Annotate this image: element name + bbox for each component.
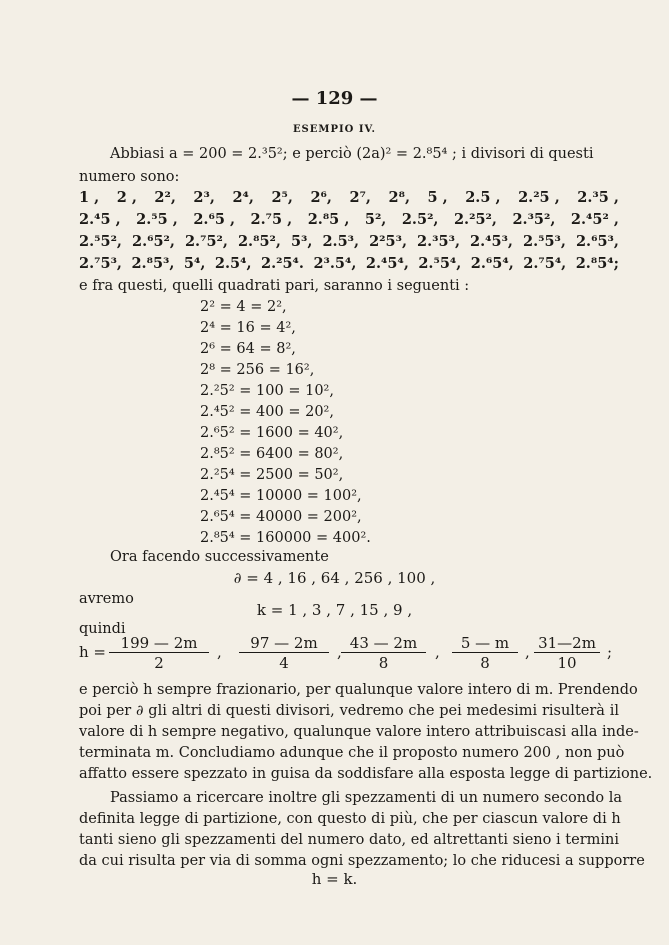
divisor: 2.⁶5³, [575, 233, 619, 250]
fraction [452, 634, 518, 673]
fraction-denominator: 4 [279, 654, 289, 672]
square-eq: 2.²5⁴ = 2500 = 50², [200, 467, 344, 483]
fraction-denominator: 10 [557, 654, 577, 672]
paragraph-1-line: valore di h sempre negativo, qualunque valore intero attribuiscasi alla inde- [79, 724, 639, 740]
divisor: 2², [154, 189, 176, 206]
divisor: 2.⁷5 , [250, 211, 293, 228]
divisor-row-4 [79, 255, 619, 272]
divisor: 2³.5⁴, [313, 255, 357, 272]
paragraph-1-line: e perciò h sempre frazionario, per qualunque valore intero di m. Prendendo [79, 682, 638, 698]
divisor: 2.⁵5⁴, [418, 255, 462, 272]
divisor: 2.²5 , [518, 189, 560, 206]
divisor-row-3 [79, 233, 619, 250]
divisor: 2⁶, [310, 189, 332, 206]
divisor: 2.5³, [322, 233, 360, 250]
divisor: 2.³5 , [577, 189, 619, 206]
divisor-row-2 [79, 211, 619, 228]
paragraph-2-line: tanti sieno gli spezzamenti del numero dato, ed altrettanti sieno i termini [79, 832, 619, 848]
fraction-numerator: 31—2m [534, 634, 600, 653]
square-eq: 2⁴ = 16 = 4², [200, 320, 296, 336]
fraction [239, 634, 329, 673]
fraction-denominator: 2 [154, 654, 164, 672]
paragraph-2-line: Passiamo a ricercare inoltre gli spezzamenti di un numero secondo la [110, 790, 622, 806]
divisor: 2.⁵5 , [136, 211, 178, 228]
h-fraction-row [79, 634, 619, 674]
divisor: 2.⁶5⁴, [470, 255, 514, 272]
comma: , [337, 643, 342, 661]
semicolon: ; [607, 643, 613, 661]
divisor: 2 , [116, 189, 137, 206]
paragraph-2-line: da cui risulta per via di somma ogni spezzamento; lo che riducesi a supporre [79, 853, 645, 869]
intro-line-1: Abbiasi a = 200 = 2.³5²; e perciò (2a)² = 2.⁸5⁴ ; i divisori di questi [110, 146, 594, 162]
k-line: k = 1 , 3 , 7 , 15 , 9 , [256, 601, 413, 619]
square-eq: 2.⁴5² = 400 = 20², [200, 404, 334, 420]
squares-intro: e fra questi, quelli quadrati pari, saranno i seguenti : [79, 278, 470, 294]
divisor: 2.5⁴, [214, 255, 252, 272]
square-eq: 2.²5² = 100 = 10², [200, 383, 334, 399]
paragraph-1-line: affatto essere spezzato in guisa da soddisfare alla esposta legge di partizione. [79, 766, 653, 782]
paragraph-2-line: definita legge di partizione, con questo di più, che per ciascun valore di h [79, 811, 621, 827]
divisor: 2.⁶5 , [193, 211, 236, 228]
fraction-denominator: 8 [378, 654, 389, 672]
square-eq: 2.⁸5⁴ = 160000 = 400². [200, 530, 371, 546]
fraction [109, 634, 209, 673]
divisor: 5⁴, [183, 255, 206, 272]
fraction [341, 634, 426, 673]
divisor: 2.⁷5³, [79, 255, 122, 272]
paragraph-1-line: poi per ∂ gli altri di questi divisori, vedremo che pei medesimi risulterà il [79, 703, 619, 719]
divisor: 2.⁸5⁴; [575, 255, 619, 272]
divisor: 5³, [290, 233, 313, 250]
fraction-numerator: 5 — m [452, 634, 518, 653]
divisor: 2.³5³, [417, 233, 460, 250]
divisor: 2.⁷5⁴, [523, 255, 567, 272]
divisor: 2.5², [401, 211, 439, 228]
divisor: 2⁵, [271, 189, 293, 206]
square-eq: 2² = 4 = 2², [200, 299, 287, 315]
divisor: 2.³5², [512, 211, 556, 228]
divisor: 1 , [79, 189, 100, 206]
square-eq: 2⁶ = 64 = 8², [200, 341, 296, 357]
final-equation: h = k. [311, 870, 358, 888]
square-eq: 2.⁴5⁴ = 10000 = 100², [200, 488, 362, 504]
divisor: 2.⁵5², [79, 233, 122, 250]
divisor: 2.⁴5³, [470, 233, 513, 250]
intro-line-2: numero sono: [79, 169, 180, 185]
h-label: h = [79, 643, 106, 661]
divisor: 2.⁸5², [237, 233, 281, 250]
section-heading: ESEMPIO IV. [292, 124, 377, 135]
square-eq: 2⁸ = 256 = 16², [200, 362, 315, 378]
divisor: 2.⁵5³, [522, 233, 566, 250]
divisor: 2.⁴5⁴, [365, 255, 409, 272]
divisor: 2.⁶5², [131, 233, 175, 250]
comma: , [435, 643, 440, 661]
fraction-denominator: 8 [480, 654, 490, 672]
page-number: — 129 — [291, 88, 378, 109]
divisor-row-1 [79, 189, 619, 206]
divisor: 5², [364, 211, 387, 228]
comma: , [525, 643, 530, 661]
divisor: 2.⁴5² , [570, 211, 619, 228]
divisor: 2⁷, [349, 189, 371, 206]
paragraph-1-line: terminata m. Concludiamo adunque che il proposto numero 200 , non può [79, 745, 625, 761]
divisor: 2⁴, [232, 189, 254, 206]
divisor: 2.⁷5², [184, 233, 228, 250]
divisor: 2.5 , [465, 189, 501, 206]
square-eq: 2.⁶5² = 1600 = 40², [200, 425, 344, 441]
fraction-numerator: 199 — 2m [109, 634, 209, 653]
quindi-text: quindi [79, 621, 126, 637]
ora-text: Ora facendo successivamente [110, 549, 329, 565]
fraction-numerator: 97 — 2m [239, 634, 329, 653]
divisor: 2⁸, [388, 189, 410, 206]
fraction [534, 634, 600, 673]
divisor: 2.⁸5 , [307, 211, 350, 228]
divisor: 2.⁴5 , [79, 211, 121, 228]
square-eq: 2.⁸5² = 6400 = 80², [200, 446, 344, 462]
divisor: 2³, [193, 189, 215, 206]
square-eq: 2.⁶5⁴ = 40000 = 200², [200, 509, 362, 525]
delta-line: ∂ = 4 , 16 , 64 , 256 , 100 , [233, 569, 436, 587]
divisor: 2.²5⁴. [260, 255, 304, 272]
comma: , [217, 643, 222, 661]
divisor: 2.²5², [453, 211, 497, 228]
divisor: 2.⁸5³, [131, 255, 175, 272]
avremo-text: avremo [79, 591, 134, 607]
fraction-numerator: 43 — 2m [341, 634, 426, 653]
divisor: 5 , [427, 189, 448, 206]
divisor: 2²5³, [369, 233, 408, 250]
